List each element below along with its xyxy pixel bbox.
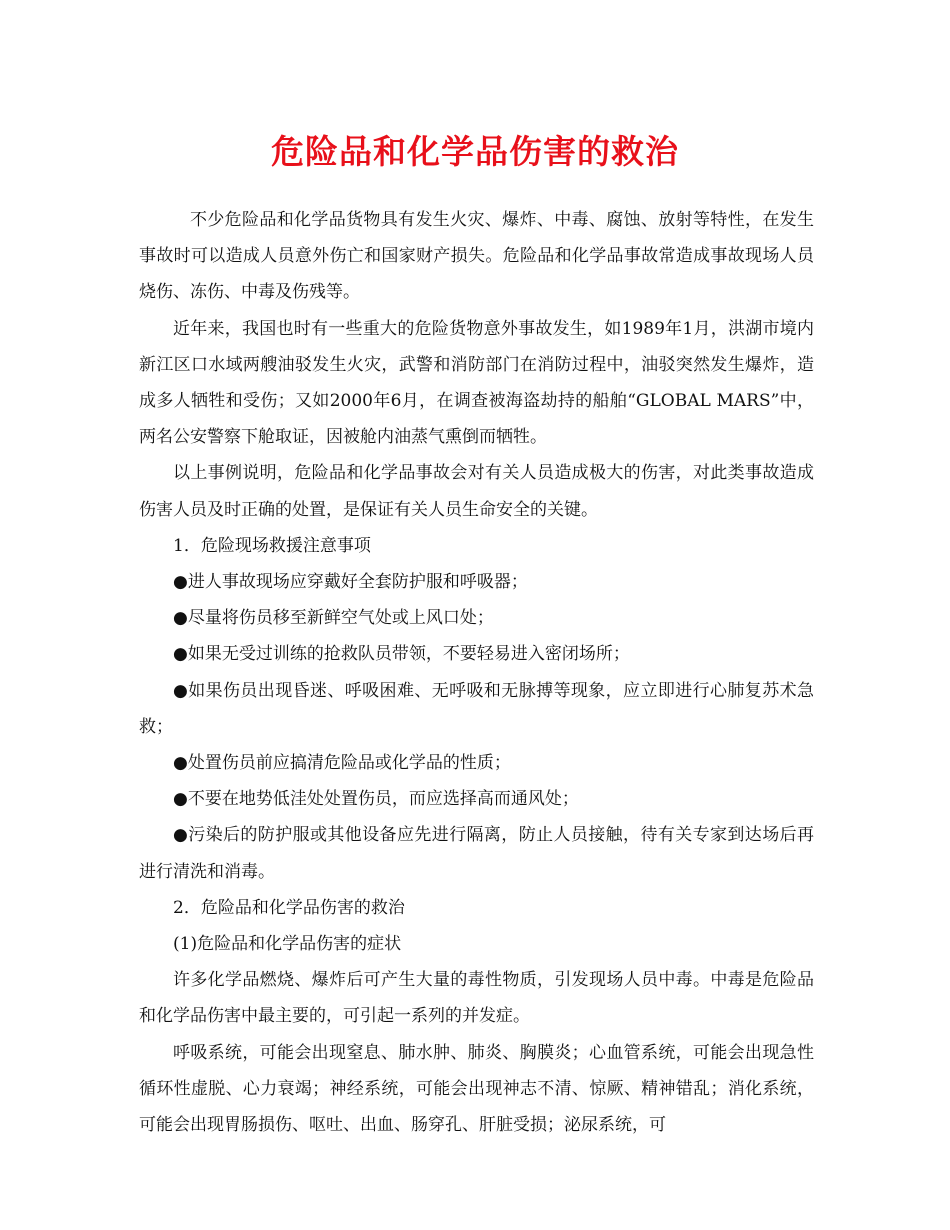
- document-body: [139, 202, 814, 1143]
- paragraph-conclusion: 以上事例说明，危险品和化学品事故会对有关人员造成极大的伤害，对此类事故造成伤害人员及时正确的处置，是保证有关人员生命安全的关键。: [139, 463, 814, 520]
- bullet-item: ●污染后的防护服或其他设备应先进行隔离，防止人员接触，待有关专家到达场后再进行清洗和消毒。: [139, 825, 814, 882]
- bullet-item: ●进人事故现场应穿戴好全套防护服和呼吸器；: [173, 572, 528, 593]
- paragraph-recent-accidents: 近年来，我国也时有一些重大的危险货物意外事故发生，如1989年1月，洪湖市境内新江区口水域两艘油驳发生火灾，武警和消防部门在消防过程中，油驳突然发生爆炸，造成多人牺牲和受伤；又如2000年6月，在调查被海盗劫持的船舶“GLOBAL MARS”中，两名公安警察下舱取证，因被舱内油蒸气熏倒而牺牲。: [139, 318, 814, 448]
- bullet-item: ●如果无受过训练的抢救队员带领，不要轻易进入密闭场所；: [173, 644, 630, 665]
- paragraph-symptoms: 呼吸系统，可能会出现窒息、肺水肿、肺炎、胸膜炎；心血管系统，可能会出现急性循环性虚脱、心力衰竭；神经系统，可能会出现神志不清、惊厥、精神错乱；消化系统，可能会出现胃肠损伤、呕吐、出血、肠穿孔、肝脏受损；泌尿系统，可: [139, 1042, 814, 1136]
- bullet-item: ●处置伤员前应搞清危险品或化学品的性质；: [173, 753, 511, 774]
- subsection-heading: (1)危险品和化学品伤害的症状: [173, 934, 402, 955]
- document-title: 危险品和化学品伤害的救治: [271, 132, 679, 171]
- bullet-item: ●不要在地势低洼处处置伤员，而应选择高而通风处；: [173, 789, 579, 810]
- section-heading-2: 2．危险品和化学品伤害的救治: [173, 897, 405, 918]
- paragraph-intro: 不少危险品和化学品货物具有发生火灾、爆炸、中毒、腐蚀、放射等特性，在发生事故时可以造成人员意外伤亡和国家财产损失。危险品和化学品事故常造成事故现场人员烧伤、冻伤、中毒及伤残等。: [139, 210, 814, 303]
- bullet-item: ●尽量将伤员移至新鲜空气处或上风口处；: [173, 608, 494, 629]
- section-heading-1: 1．危险现场救援注意事项: [173, 535, 371, 556]
- paragraph-poisoning: 许多化学品燃烧、爆炸后可产生大量的毒性物质，引发现场人员中毒。中毒是危险品和化学品伤害中最主要的，可引起一系列的并发症。: [139, 970, 814, 1027]
- bullet-item: ●如果伤员出现昏迷、呼吸困难、无呼吸和无脉搏等现象，应立即进行心肺复苏术急救；: [139, 680, 814, 737]
